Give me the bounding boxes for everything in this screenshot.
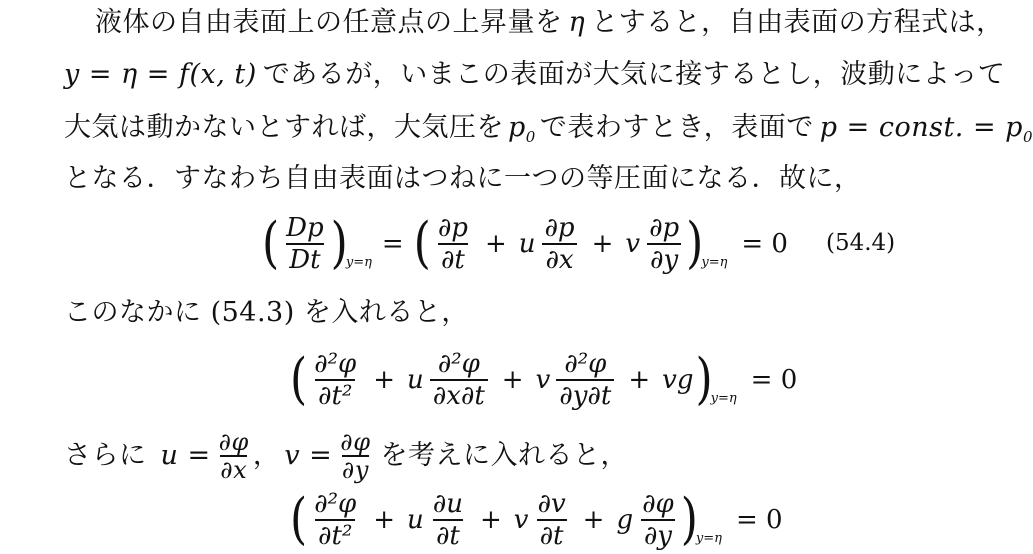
eta-symbol: η [568,7,586,38]
u-variable: u [518,229,536,259]
fraction-dphi-dx [219,429,249,483]
equals-zero: = 0 [735,505,783,535]
fraction-denominator: ∂t² [315,379,355,411]
line3-text-b: で表わすとき，表面で [539,112,814,143]
eval-subscript: y=η [345,255,372,270]
fraction-numerator: ∂u [432,489,463,519]
fraction-denominator: ∂t [433,519,463,551]
fraction-numerator: ∂²φ [314,349,357,379]
fraction-denominator: ∂t [438,243,468,275]
pressure-eq-text: p = const. = p [819,112,1023,143]
paragraph-line-4 [64,162,862,196]
v-variable: v [513,505,529,535]
surface-equation: y = η = f(x, t) [64,59,257,90]
line5-text: このなかに (54.3) を入れると， [64,297,469,328]
v-variable: v [625,229,641,259]
right-paren: ) [330,211,348,276]
fraction-numerator: Dp [286,213,324,243]
fraction-dp-dx [541,213,577,275]
line1-text-b: とすると，自由表面の方程式は， [591,7,1004,38]
pressure-eq-subscript: 0 [1022,128,1033,146]
plus-sign: + [628,365,651,395]
plus-sign: + [373,505,396,535]
u-variable: u [407,365,424,395]
fraction-numerator: ∂²φ [564,349,607,379]
fraction-denominator: ∂y∂t [556,379,614,411]
fraction-dp-dy [646,213,682,275]
fraction-denominator: ∂x [220,456,248,484]
left-paren: ( [290,347,308,412]
right-paren: ) [695,347,713,412]
fraction-d2phi-dt2 [311,349,359,411]
equation-54-4 [262,211,798,276]
equals-sign: = [381,229,404,259]
u-variable: u [407,505,424,535]
eval-subscript: y=η [710,391,737,406]
fraction-denominator: ∂t² [315,519,355,551]
fraction-denominator: ∂y [341,456,369,484]
p0-subscript: 0 [525,128,536,146]
eval-subscript: y=η [701,255,728,270]
fraction-denominator: ∂x [542,243,576,275]
left-paren: ( [290,487,308,552]
g-constant: g [616,505,634,535]
paragraph-line-6 [64,426,628,486]
equals-zero: = 0 [741,229,788,259]
left-paren: ( [413,211,431,276]
paragraph-line-1 [95,6,1004,40]
fraction-d2phi-dxdt [430,349,488,411]
fraction-denominator: ∂y [641,519,675,551]
paragraph-line-5 [64,296,469,330]
v-variable: v [535,365,551,395]
fraction-denominator: ∂x∂t [430,379,488,411]
fraction-numerator: ∂v [537,489,566,519]
fraction-denominator: ∂t [537,519,567,551]
line3-text-a: 大気は動かないとすれば，大気圧を [64,112,504,143]
fraction-denominator: ∂y [647,243,681,275]
fraction-numerator: ∂²φ [437,349,480,379]
line6-text-a: さらに [64,440,147,471]
fraction-numerator: ∂²φ [314,489,357,519]
paragraph-line-3 [64,111,1033,154]
u-definition: u = [160,440,211,471]
fraction-numerator: ∂φ [642,489,674,519]
vg-term: vg [662,365,694,395]
plus-sign: + [484,229,507,259]
fraction-Dp-Dt [283,213,327,275]
equation-2 [290,347,807,412]
plus-sign: + [373,365,396,395]
fraction-d2phi-dt2 [311,489,359,551]
line6-text-b: を考えに入れると， [380,440,629,471]
fraction-denominator: Dt [286,243,323,275]
line1-text-a: 液体の自由表面上の任意点の上昇量を [95,7,563,38]
fraction-numerator: ∂p [649,213,680,243]
fraction-du-dt [430,489,466,551]
pressure-equation [819,112,1033,146]
equation-number: (54.4) [826,230,896,256]
eval-subscript: y=η [695,531,722,546]
comma: ， [252,440,281,471]
left-paren: ( [262,211,280,276]
paragraph-line-2 [64,58,1005,92]
plus-sign: + [591,229,614,259]
plus-sign: + [582,505,605,535]
line2-text: であるが，いまこの表面が大気に接するとし，波動によって [262,59,1006,90]
plus-sign: + [501,365,524,395]
right-paren: ) [686,211,704,276]
right-paren: ) [680,487,698,552]
fraction-numerator: ∂p [437,213,468,243]
fraction-dphi-dy [340,429,370,483]
fraction-numerator: ∂p [544,213,575,243]
line4-text: となる．すなわち自由表面はつねに一つの等圧面になる．故に， [64,163,862,194]
plus-sign: + [480,505,502,535]
fraction-dp-dt [435,213,471,275]
p0-symbol [508,112,536,146]
fraction-numerator: ∂φ [218,428,249,456]
fraction-numerator: ∂φ [340,428,371,456]
p0-letter: p [508,112,526,143]
fraction-d2phi-dydt [556,349,614,411]
fraction-dphi-dy [639,489,677,551]
equals-zero: = 0 [750,365,798,395]
equation-3 [290,487,793,552]
fraction-dv-dt [535,489,569,551]
v-definition: v = [284,440,333,471]
